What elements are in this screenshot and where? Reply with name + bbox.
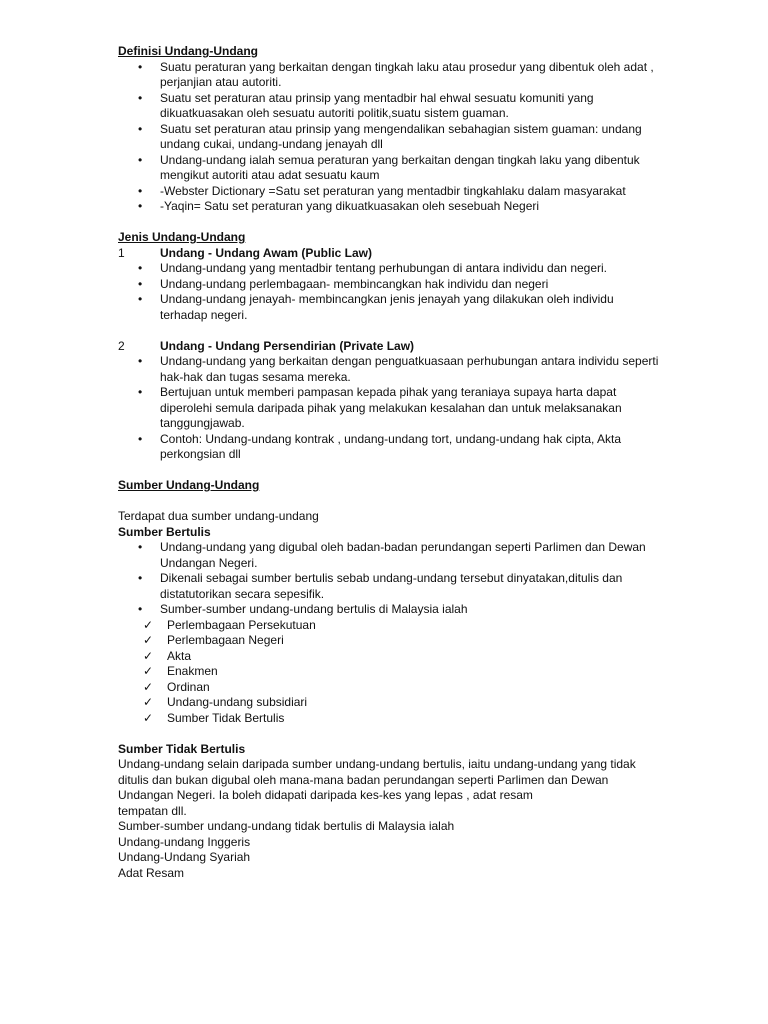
bertulis-list	[118, 540, 663, 618]
spacer	[118, 323, 663, 339]
awam-list	[118, 261, 663, 323]
checkmark-icon: ✓	[143, 648, 154, 663]
paragraph-line: Undang-undang selain daripada sumber undang-undang bertulis, iaitu undang-undang yang tidak	[118, 757, 636, 771]
section-persendirian-title	[118, 339, 663, 355]
section-awam-title	[118, 246, 663, 262]
check-item-label: Enakmen	[167, 664, 218, 678]
paragraph-line: ditulis dan bukan digubal oleh mana-mana badan perundangan seperti Parlimen dan Dewan	[118, 772, 609, 787]
checkmark-icon: ✓	[143, 617, 154, 632]
definisi-heading: Definisi Undang-Undang	[118, 44, 258, 58]
check-item	[118, 695, 663, 711]
spacer	[118, 215, 663, 231]
section-label: Undang - Undang Awam (Public Law)	[160, 245, 373, 260]
check-item-label: Ordinan	[167, 679, 210, 694]
checkmark-icon: ✓	[143, 664, 154, 678]
checkmark-icon: ✓	[143, 633, 154, 647]
list-item: • Contoh: Undang-undang kontrak , undang-undang tort, undang-undang hak cipta, Akta perkongsian dll	[118, 432, 663, 463]
document-body	[118, 44, 663, 881]
list-item: • Undang-undang yang berkaitan dengan penguatkuasaan perhubungan antara individu seperti hak-hak dan tugas sesama mereka.	[118, 354, 663, 385]
list-item: • Undang-undang jenayah- membincangkan jenis jenayah yang dilakukan oleh individu terhadap negeri.	[118, 292, 663, 323]
spacer	[118, 494, 663, 510]
list-item: • Bertujuan untuk memberi pampasan kepada pihak yang teraniaya supaya harta dapat diperolehi semula daripada pihak yang melakukan kesalahan dan untuk melaksanakan tanggungjawab.	[118, 385, 663, 432]
list-item: • Suatu set peraturan atau prinsip yang mentadbir hal ehwal sesuatu komuniti yang dikuatkuasakan oleh sesuatu autoriti politik,suatu sistem guaman.	[118, 91, 663, 122]
list-item: • Undang-undang yang digubal oleh badan-badan perundangan seperti Parlimen dan Dewan Undangan Negeri.	[118, 540, 663, 571]
sumber-intro: Terdapat dua sumber undang-undang	[118, 509, 319, 523]
check-item-label: Akta	[167, 648, 192, 663]
definisi-list	[118, 60, 663, 215]
list-item: • -Webster Dictionary =Satu set peraturan yang mentadbir tingkahlaku dalam masyarakat	[118, 184, 663, 200]
check-item	[118, 633, 663, 649]
check-item-label: Undang-undang subsidiari	[167, 695, 308, 709]
section-number: 1	[118, 245, 125, 260]
checkmark-icon: ✓	[143, 710, 154, 725]
paragraph-line: Adat Resam	[118, 865, 185, 880]
check-item-label: Perlembagaan Negeri	[167, 633, 284, 647]
paragraph-line: Undang-Undang Syariah	[118, 850, 251, 864]
list-item: • Dikenali sebagai sumber bertulis sebab undang-undang tersebut dinyatakan,ditulis dan distatutorikan secara sepesifik.	[118, 571, 663, 602]
checkmark-icon: ✓	[143, 679, 154, 694]
list-item: • Suatu set peraturan atau prinsip yang mengendalikan sebahagian sistem guaman: undang undang cukai, undang-undang jenayah dll	[118, 122, 663, 153]
section-label: Undang - Undang Persendirian (Private Law)	[160, 338, 415, 353]
section-number: 2	[118, 338, 125, 353]
paragraph-line: Sumber-sumber undang-undang tidak bertulis di Malaysia ialah	[118, 819, 455, 833]
paragraph-line: tempatan dll.	[118, 803, 187, 818]
sumber-bertulis-heading: Sumber Bertulis	[118, 524, 211, 539]
list-item: • Undang-undang perlembagaan- membincangkan hak individu dan negeri	[118, 277, 663, 293]
persendirian-list	[118, 354, 663, 463]
sumber-heading: Sumber Undang-Undang	[118, 478, 260, 492]
list-item: • Undang-undang ialah semua peraturan yang berkaitan dengan tingkah laku yang dibentuk mengikut autoriti atau adat sesuatu kaum	[118, 153, 663, 184]
spacer	[118, 726, 663, 742]
spacer	[118, 463, 663, 479]
sumber-tidak-bertulis-heading: Sumber Tidak Bertulis	[118, 741, 246, 756]
list-item: • Sumber-sumber undang-undang bertulis di Malaysia ialah	[118, 602, 663, 618]
jenis-heading: Jenis Undang-Undang	[118, 230, 246, 244]
list-item: • Undang-undang yang mentadbir tentang perhubungan di antara individu dan negeri.	[118, 261, 663, 277]
check-item	[118, 618, 663, 634]
check-item	[118, 649, 663, 665]
paragraph-line: Undang-undang Inggeris	[118, 834, 251, 849]
bertulis-checklist	[118, 618, 663, 727]
paragraph-line: Undangan Negeri. Ia boleh didapati daripada kes-kes yang lepas , adat resam	[118, 788, 533, 802]
check-item	[118, 680, 663, 696]
list-item: • -Yaqin= Satu set peraturan yang dikuatkuasakan oleh sesebuah Negeri	[118, 199, 663, 215]
check-item	[118, 711, 663, 727]
check-item-label: Sumber Tidak Bertulis	[167, 710, 285, 725]
check-item	[118, 664, 663, 680]
list-item: • Suatu peraturan yang berkaitan dengan tingkah laku atau prosedur yang dibentuk oleh adat , perjanjian atau autoriti.	[118, 60, 663, 91]
check-item-label: Perlembagaan Persekutuan	[167, 617, 316, 632]
checkmark-icon: ✓	[143, 695, 154, 709]
